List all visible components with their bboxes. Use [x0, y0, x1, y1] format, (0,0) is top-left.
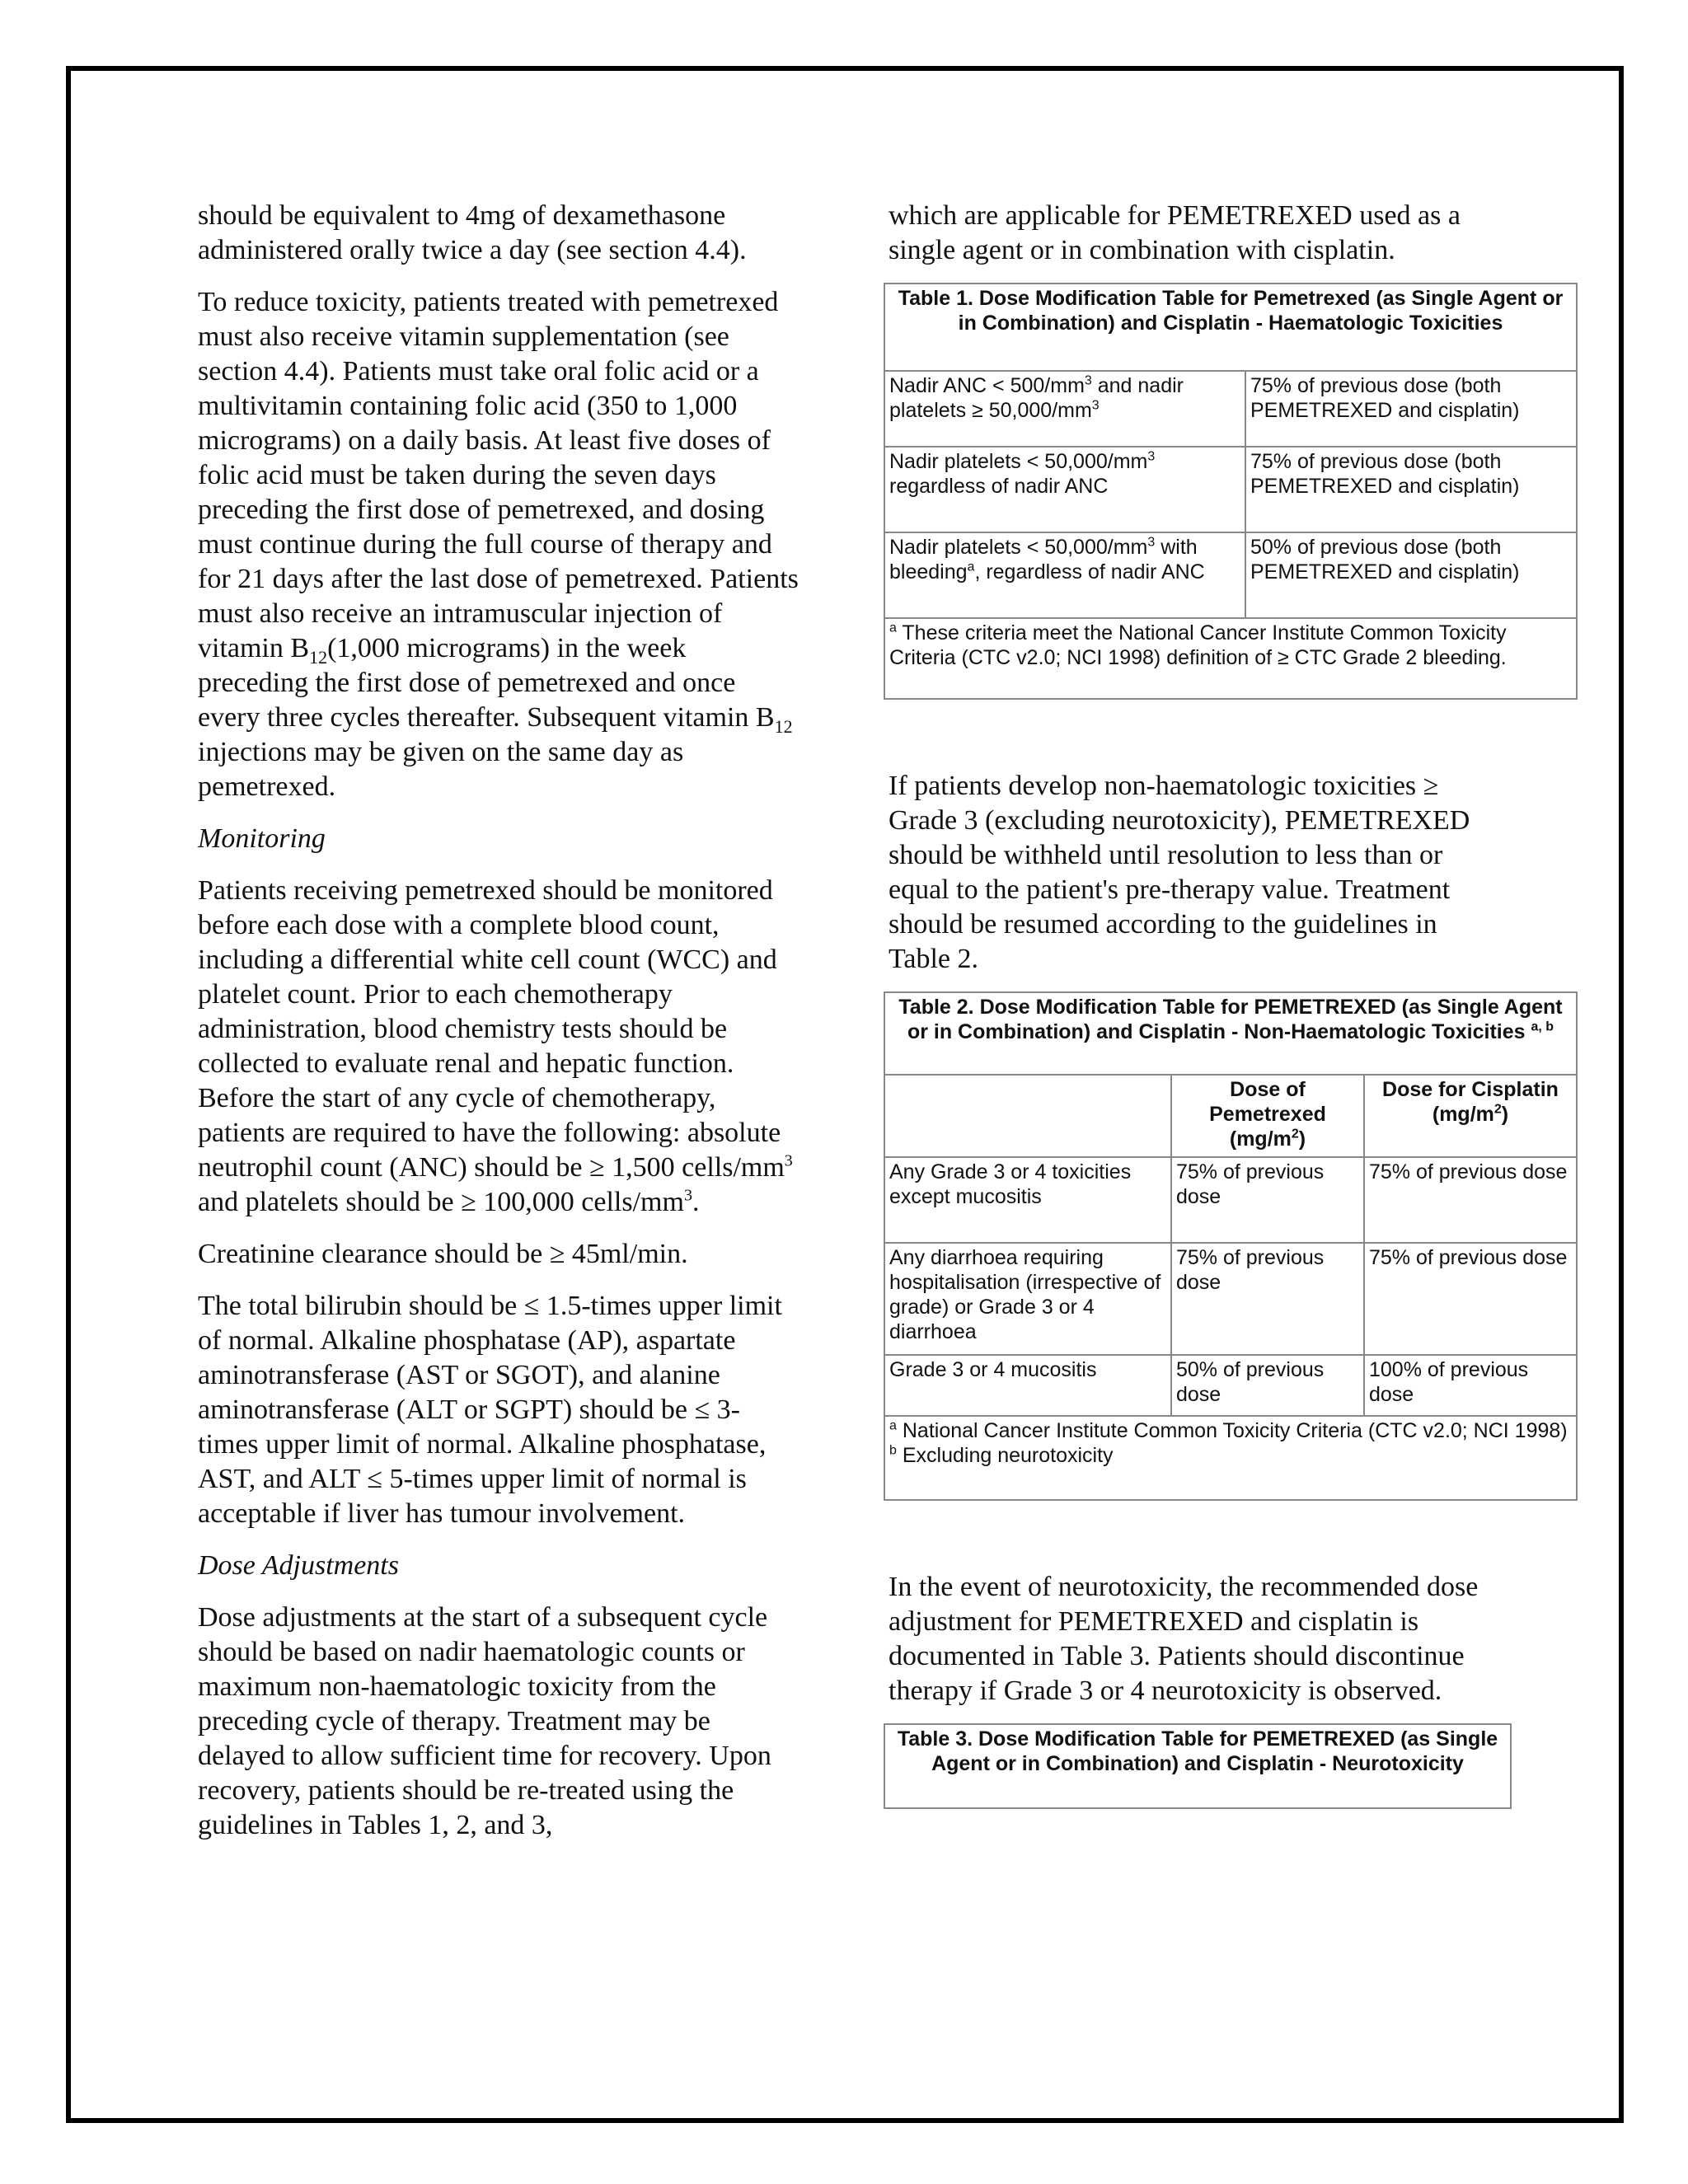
paragraph-neurotoxicity: In the event of neurotoxicity, the recommended dose adjustment for PEMETREXED and cisplatin is documented in Table 3. Patients should discontinue therapy if Grade 3 or 4 neurotoxicity is observed. [889, 1572, 1479, 1706]
table-2-header-empty [884, 1075, 1171, 1157]
table-3-caption: Table 3. Dose Modification Table for PEMETREXED (as Single Agent or in Combination) and Cisplatin - Neurotoxicity [884, 1724, 1511, 1808]
table-2-header-pemetrexed: Dose of Pemetrexed $(mg/m^2)$ [1171, 1075, 1364, 1157]
table-2-footnotes: $^a$ National Cancer Institute Common Toxicity Criteria (CTC v2.0; NCI 1998) $^b$ Excluding neurotoxicity [884, 1416, 1577, 1500]
table-2-cell: Grade 3 or 4 mucositis [884, 1355, 1171, 1416]
left-column [198, 199, 799, 1843]
table-1-cell: Nadir platelets < $50,000/mm^3$ with bleeding$^a$, regardless of nadir ANC [884, 532, 1245, 618]
table-1-cell: Nadir ANC < $500/mm^3$ and nadir platelets ≥ $50,000/mm^3$ [884, 371, 1245, 447]
table-1-cell: 50% of previous dose (both PEMETREXED and cisplatin) [1245, 532, 1577, 618]
paragraph-creatinine: Creatinine clearance should be ≥ 45ml/min. [198, 1239, 688, 1269]
table-1-cell: 75% of previous dose (both PEMETREXED and cisplatin) [1245, 447, 1577, 532]
table-2-cell: 75% of previous dose [1364, 1243, 1577, 1355]
table-2-header-cisplatin: Dose for Cisplatin $(mg/m^2)$ [1364, 1075, 1577, 1157]
paragraph-dexamethasone: should be equivalent to 4mg of dexamethasone administered orally twice a day (see section 4.4). [198, 200, 747, 265]
table-1-caption: Table 1. Dose Modification Table for Pemetrexed (as Single Agent or in Combination) and Cisplatin - Haematologic Toxicities [884, 284, 1577, 371]
table-1-cell: Nadir platelets < $50,000/mm^3$ regardless of nadir ANC [884, 447, 1245, 532]
table-2-cell: Any diarrhoea requiring hospitalisation (irrespective of grade) or Grade 3 or 4 diarrhoea [884, 1243, 1171, 1355]
table-2-cell: 75% of previous dose [1171, 1157, 1364, 1243]
table-2-non-haematologic [884, 991, 1578, 1501]
table-1-footnote: $^a$ These criteria meet the National Cancer Institute Common Toxicity Criteria (CTC v2.0; NCI 1998) definition of ≥ CTC Grade 2 bleeding. [884, 618, 1577, 699]
table-1-haematologic [884, 283, 1578, 700]
table-2-caption: Table 2. Dose Modification Table for PEMETREXED (as Single Agent or in Combination) and Cisplatin - Non-Haematologic Toxicities $^{a, b}$ [884, 992, 1577, 1075]
table-2-cell: Any Grade 3 or 4 toxicities except mucositis [884, 1157, 1171, 1243]
paragraph-bilirubin: The total bilirubin should be ≤ 1.5-times upper limit of normal. Alkaline phosphatase (AP), aspartate aminotransferase (AST or SGOT), and alanine aminotransferase (ALT or SGPT) should be ≤ 3-times upper limit of normal. Alkaline phosphatase, AST, and ALT ≤ 5-times upper limit of normal is acceptable if liver has tumour involvement. [198, 1291, 782, 1529]
table-2-cell: 100% of previous dose [1364, 1355, 1577, 1416]
table-1-cell: 75% of previous dose (both PEMETREXED and cisplatin) [1245, 371, 1577, 447]
paragraph-non-haematologic: If patients develop non-haematologic toxicities ≥ Grade 3 (excluding neurotoxicity), PEMETREXED should be withheld until resolution to less than or equal to the patient's pre-therapy value. Treatment should be resumed according to the guidelines in Table 2. [889, 771, 1470, 974]
table-2-cell: 75% of previous dose [1364, 1157, 1577, 1243]
table-2-cell: 50% of previous dose [1171, 1355, 1364, 1416]
paragraph-vitamin-supplementation: To reduce toxicity, patients treated with pemetrexed must also receive vitamin supplementation (see section 4.4). Patients must take oral folic acid or a multivitamin containing folic acid (350 to 1,000 micrograms) on a daily basis. At least five doses of folic acid must be taken during the seven days preceding the first dose of pemetrexed, and dosing must continue during the full course of therapy and for 21 days after the last dose of pemetrexed. Patients must also receive an intramuscular injection of vitamin $B_{12}(1,000$ micrograms) in the week preceding the first dose of pemetrexed and once every three cycles thereafter. Subsequent vitamin $B_{12}$ injections may be given on the same day as pemetrexed. [198, 287, 799, 802]
paragraph-dose-adjustments: Dose adjustments at the start of a subsequent cycle should be based on nadir haematologic counts or maximum non-haematologic toxicity from the preceding cycle of therapy. Treatment may be delayed to allow sufficient time for recovery. Upon recovery, patients should be re-treated using the guidelines in Tables 1, 2, and 3, [198, 1602, 771, 1840]
right-column [889, 199, 1568, 1809]
heading-dose-adjustments: Dose Adjustments [198, 1550, 399, 1581]
table-2-cell: 75% of previous dose [1171, 1243, 1364, 1355]
paragraph-monitoring: Patients receiving pemetrexed should be monitored before each dose with a complete blood count, including a differential white cell count (WCC) and platelet count. Prior to each chemotherapy administration, blood chemistry tests should be collected to evaluate renal and hepatic function. Before the start of any cycle of chemotherapy, patients are required to have the following: absolute neutrophil count (ANC) should be ≥ 1,500 cells/$mm^3$ and platelets should be ≥ 100,000 cells/$mm^3$. [198, 875, 793, 1217]
table-3-neurotoxicity [884, 1723, 1512, 1809]
heading-monitoring: Monitoring [198, 823, 326, 854]
paragraph-applicable: which are applicable for PEMETREXED used as a single agent or in combination with cisplatin. [889, 200, 1461, 265]
